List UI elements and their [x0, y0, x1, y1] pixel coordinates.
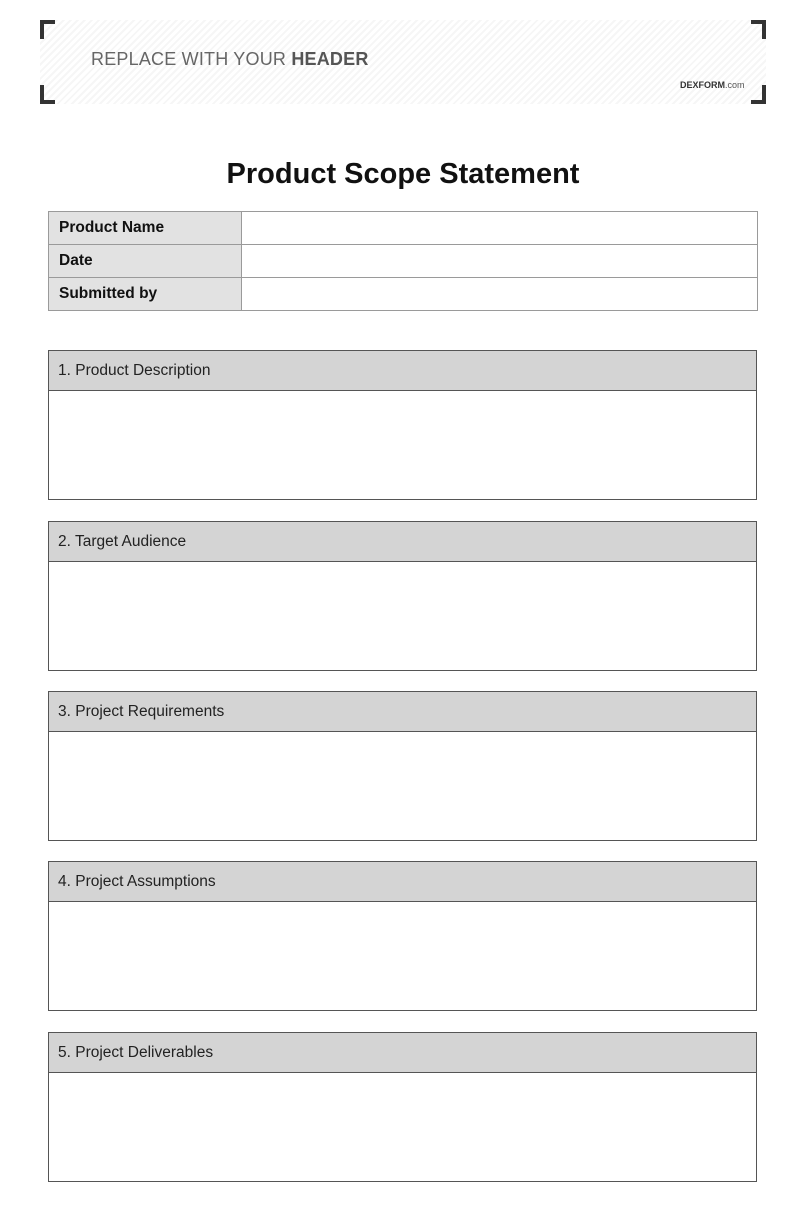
product-name-field[interactable]: [242, 212, 758, 245]
section-heading: 5. Project Deliverables: [49, 1033, 756, 1073]
info-table: [48, 211, 758, 311]
document-title: Product Scope Statement: [226, 158, 580, 190]
info-row-date: [49, 245, 758, 278]
submitted-by-field[interactable]: [242, 278, 758, 311]
project-requirements-field[interactable]: [49, 732, 756, 840]
header-placeholder: [91, 49, 369, 70]
info-label: Submitted by: [49, 278, 242, 311]
info-row-product-name: [49, 212, 758, 245]
section-target-audience: [48, 521, 757, 671]
product-description-field[interactable]: [49, 391, 756, 499]
info-label: Date: [49, 245, 242, 278]
crop-mark-top-left: [40, 20, 55, 39]
brand-name: DEXFORM: [680, 80, 725, 90]
crop-mark-bottom-right: [751, 85, 766, 104]
section-product-description: [48, 350, 757, 500]
section-project-requirements: [48, 691, 757, 841]
section-heading: 3. Project Requirements: [49, 692, 756, 732]
project-assumptions-field[interactable]: [49, 902, 756, 1010]
info-row-submitted-by: [49, 278, 758, 311]
date-field[interactable]: [242, 245, 758, 278]
target-audience-field[interactable]: [49, 562, 756, 670]
project-deliverables-field[interactable]: [49, 1073, 756, 1181]
brand-logo: [680, 80, 745, 90]
brand-suffix: .com: [725, 80, 745, 90]
header-placeholder-bold: HEADER: [291, 49, 369, 69]
info-label: Product Name: [49, 212, 242, 245]
crop-mark-bottom-left: [40, 85, 55, 104]
section-heading: 1. Product Description: [49, 351, 756, 391]
header-placeholder-text: REPLACE WITH YOUR: [91, 49, 292, 69]
section-heading: 2. Target Audience: [49, 522, 756, 562]
crop-mark-top-right: [751, 20, 766, 39]
section-project-deliverables: [48, 1032, 757, 1182]
section-heading: 4. Project Assumptions: [49, 862, 756, 902]
section-project-assumptions: [48, 861, 757, 1011]
